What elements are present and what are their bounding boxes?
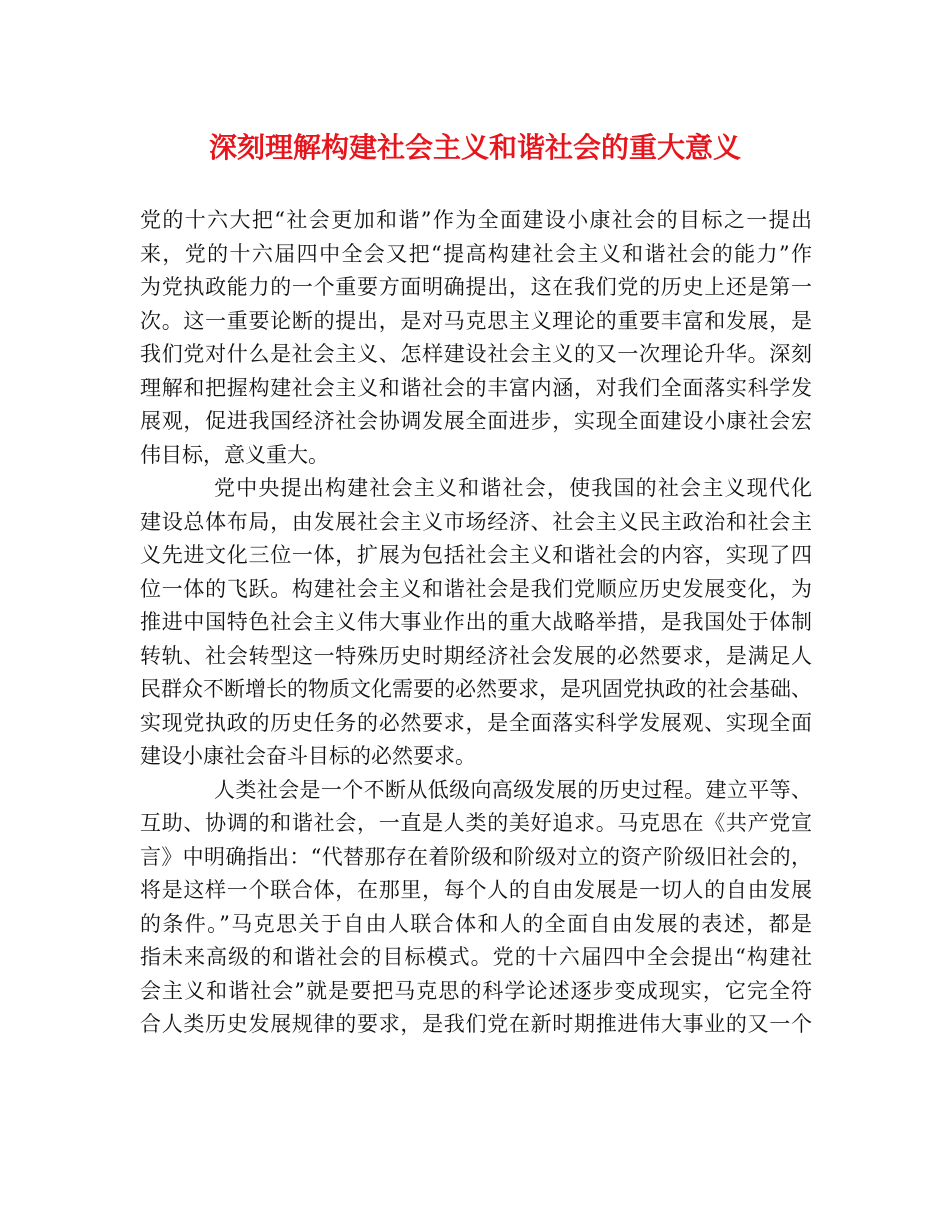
text-line: 推进中国特色社会主义伟大事业作出的重大战略举措，是我国处于体制 — [140, 610, 812, 634]
text-line: 伟目标，意义重大。 — [140, 442, 329, 467]
document-body — [140, 204, 812, 1042]
text-line: 展观，促进我国经济社会协调发展全面进步，实现全面建设小康社会宏 — [140, 409, 812, 433]
text-line: 的条件。”马克思关于自由人联合体和人的全面自由发展的表述，都是 — [140, 911, 812, 936]
text-line: 我们党对什么是社会主义、怎样建设社会主义的又一次理论升华。深刻 — [140, 342, 812, 366]
text-line: 建设总体布局，由发展社会主义市场经济、社会主义民主政治和社会主 — [140, 509, 812, 534]
paragraph-2 — [140, 472, 812, 774]
text-line: 为党执政能力的一个重要方面明确提出，这在我们党的历史上还是第一 — [140, 275, 812, 299]
text-line: 建设小康社会奋斗目标的必然要求。 — [140, 744, 476, 768]
document-title: 深刻理解构建社会主义和谐社会的重大意义 — [208, 131, 741, 164]
text-line: 互助、协调的和谐社会，一直是人类的美好追求。马克思在《共产党宣 — [140, 811, 812, 835]
text-line: 民群众不断增长的物质文化需要的必然要求，是巩固党执政的社会基础、 — [140, 677, 812, 701]
text-line: 位一体的飞跃。构建社会主义和谐社会是我们党顺应历史发展变化，为 — [140, 576, 812, 601]
paragraph-1 — [140, 204, 812, 472]
text-line: 转轨、社会转型这一特殊历史时期经济社会发展的必然要求，是满足人 — [140, 643, 812, 668]
text-line: 会主义和谐社会”就是要把马克思的科学论述逐步变成现实，它完全符 — [140, 978, 812, 1003]
text-line: 义先进文化三位一体，扩展为包括社会主义和谐社会的内容，实现了四 — [140, 543, 812, 567]
text-line: 来，党的十六届四中全会又把“提高构建社会主义和谐社会的能力”作 — [140, 241, 812, 266]
text-line: 实现党执政的历史任务的必然要求，是全面落实科学发展观、实现全面 — [140, 710, 812, 735]
text-line: 指未来高级的和谐社会的目标模式。党的十六届四中全会提出“构建社 — [140, 945, 812, 969]
text-line: 人类社会是一个不断从低级向高级发展的历史过程。建立平等、 — [214, 777, 812, 802]
text-line: 理解和把握构建社会主义和谐社会的丰富内涵，对我们全面落实科学发 — [140, 375, 812, 400]
text-line: 党的十六大把“社会更加和谐”作为全面建设小康社会的目标之一提出 — [140, 208, 812, 232]
text-line: 党中央提出构建社会主义和谐社会，使我国的社会主义现代化 — [214, 476, 812, 500]
text-line: 次。这一重要论断的提出，是对马克思主义理论的重要丰富和发展，是 — [140, 308, 812, 333]
text-line: 言》中明确指出：“代替那存在着阶级和阶级对立的资产阶级旧社会的， — [140, 844, 812, 869]
text-line: 合人类历史发展规律的要求，是我们党在新时期推进伟大事业的又一个 — [140, 1012, 812, 1036]
paragraph-3 — [140, 774, 812, 1042]
text-line: 将是这样一个联合体，在那里，每个人的自由发展是一切人的自由发展 — [140, 878, 812, 902]
